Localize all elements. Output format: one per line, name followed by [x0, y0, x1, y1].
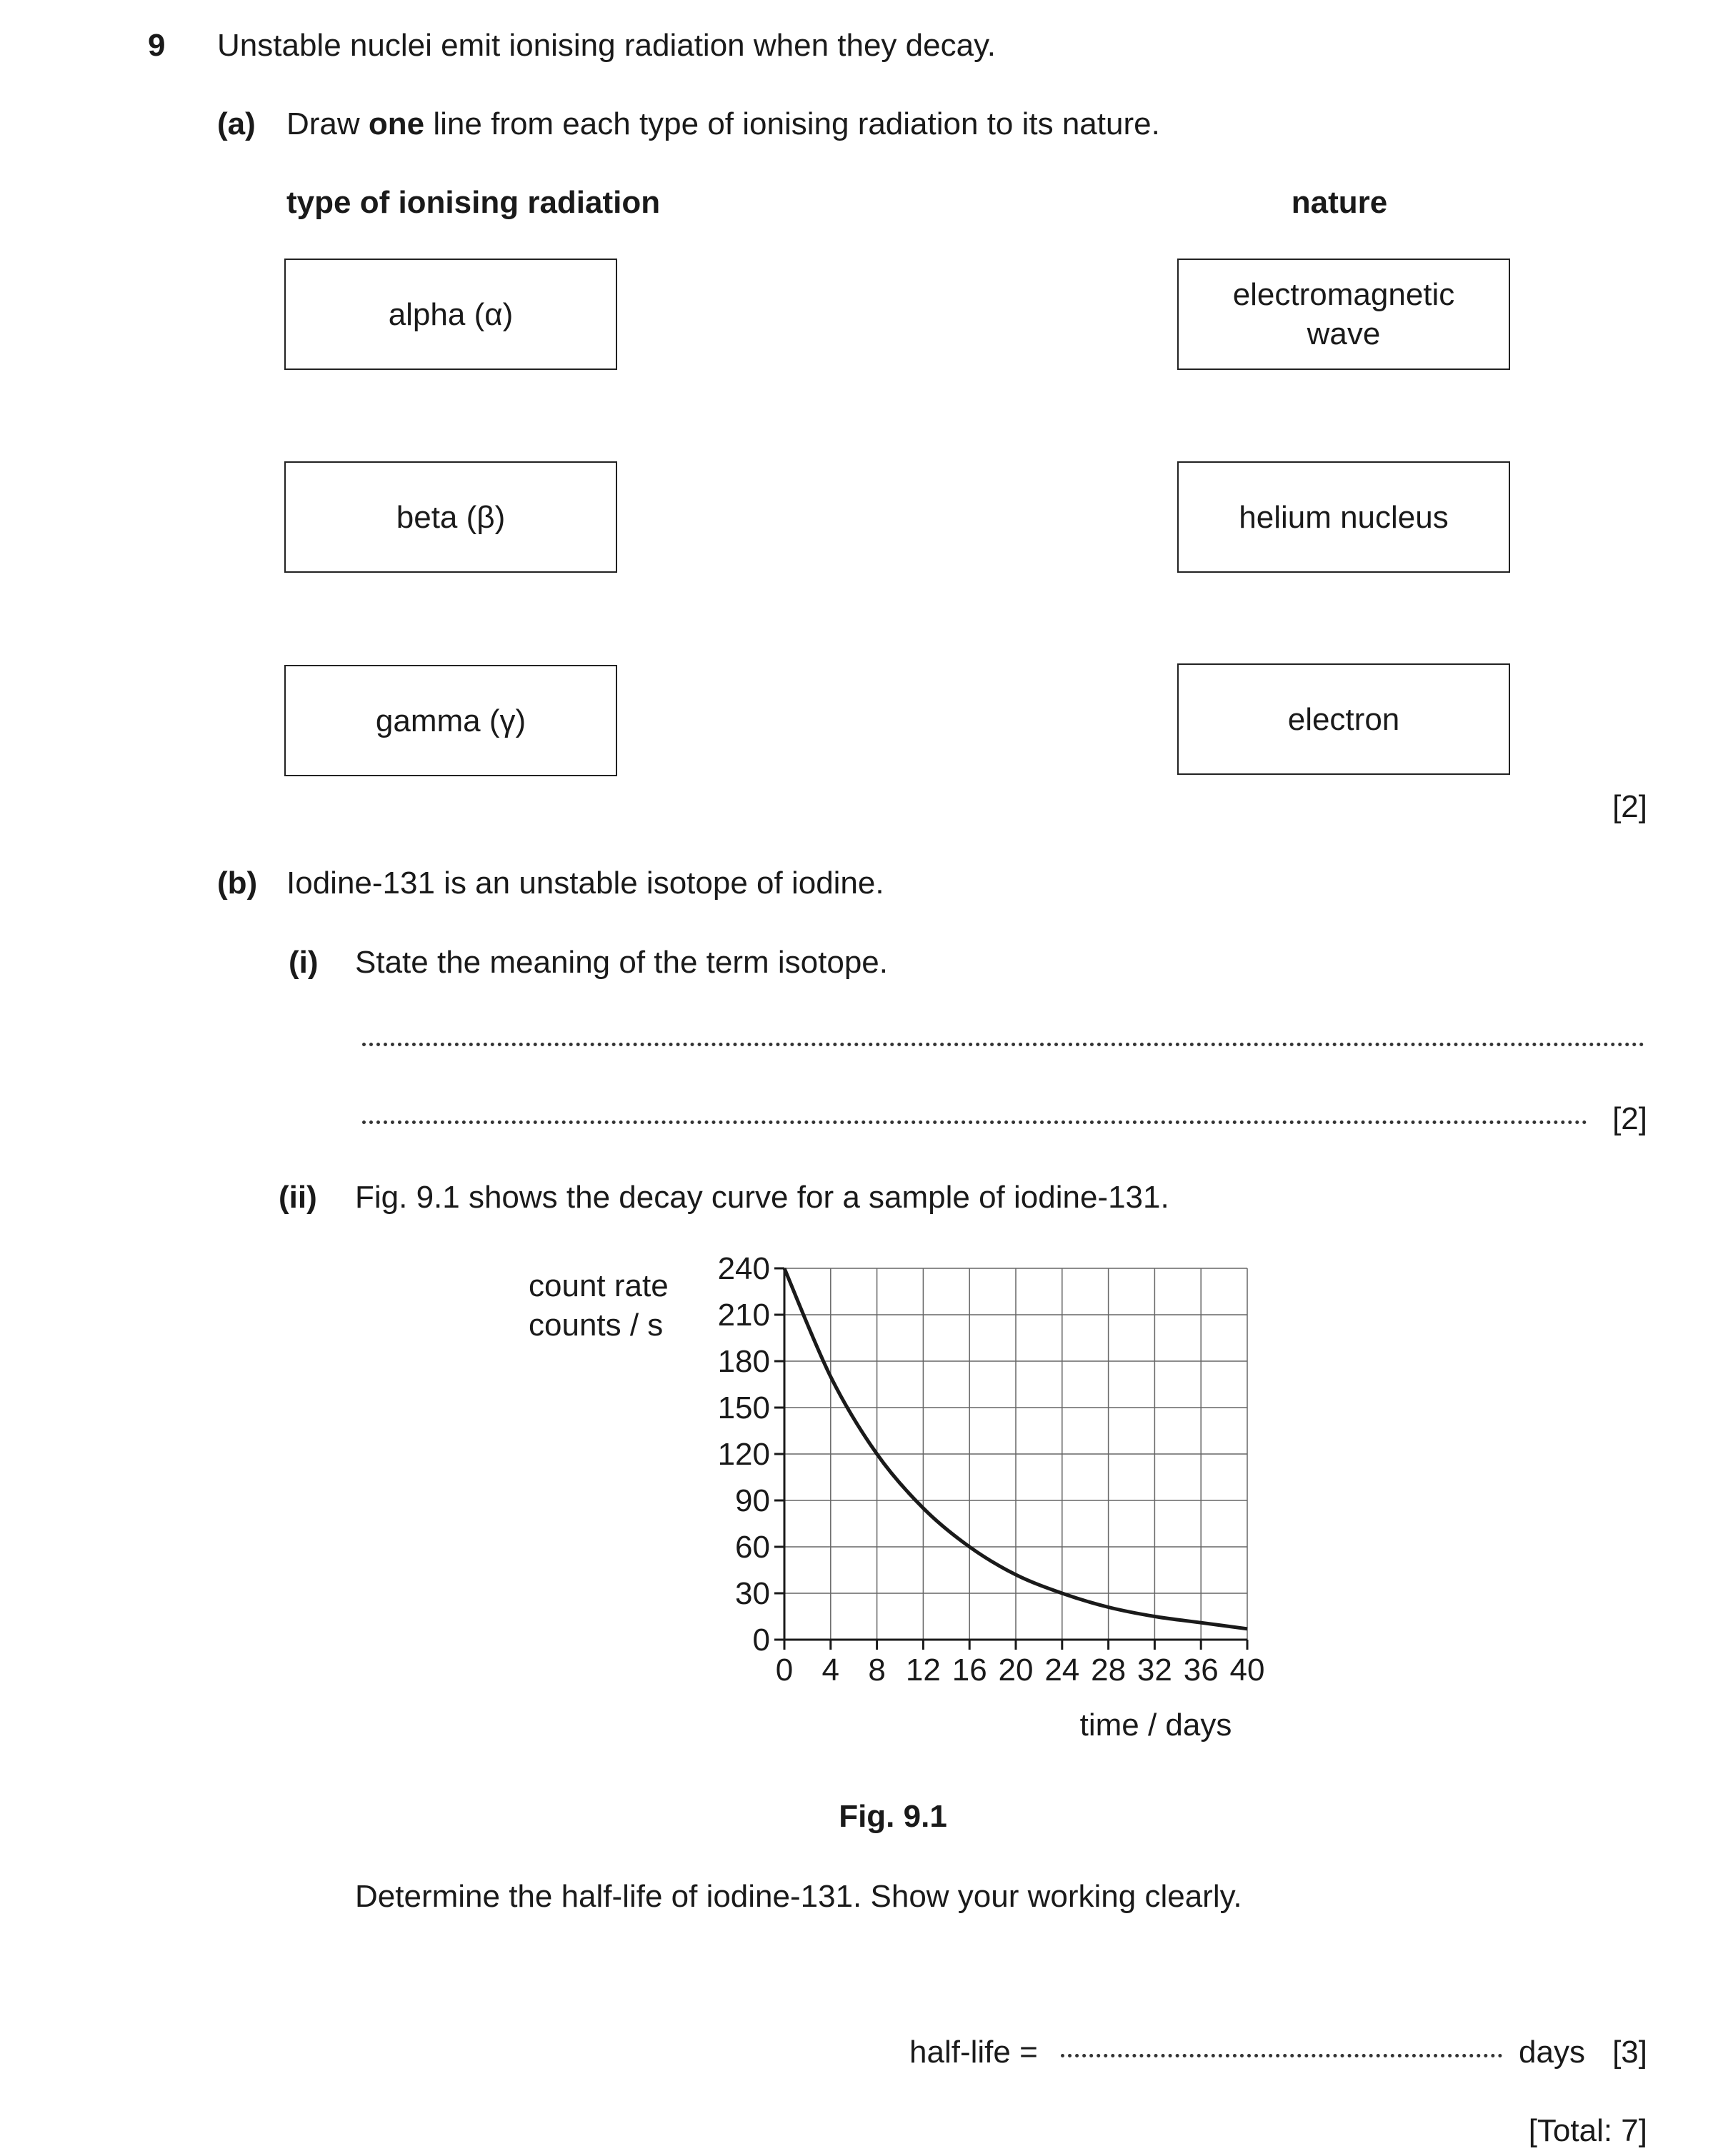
right-column-heading: nature [1291, 185, 1388, 220]
nature-label-line2: wave [1307, 316, 1381, 351]
half-life-label: half-life = [909, 2035, 1038, 2070]
x-tick-label: 8 [868, 1653, 886, 1688]
x-tick-label: 12 [905, 1653, 941, 1688]
y-tick-label: 240 [717, 1251, 770, 1286]
y-axis-label-line2: counts / s [529, 1308, 664, 1343]
x-tick-label: 24 [1044, 1653, 1080, 1688]
x-axis-label: time / days [1079, 1708, 1232, 1743]
x-tick-label: 20 [998, 1653, 1034, 1688]
part-b-ii-marks: [3] [1612, 2035, 1647, 2070]
part-b-i-question: State the meaning of the term isotope. [355, 945, 889, 980]
x-tick-label: 16 [952, 1653, 987, 1688]
nature-label-helium-nucleus: helium nucleus [1239, 499, 1449, 535]
radiation-box-alpha[interactable] [284, 259, 617, 370]
nature-box-electromagnetic-wave[interactable] [1177, 259, 1510, 370]
part-b-ii-intro: Fig. 9.1 shows the decay curve for a sample of iodine-131. [355, 1180, 1169, 1215]
radiation-label-beta: beta (β) [396, 499, 506, 535]
y-tick-label: 150 [717, 1390, 770, 1425]
part-b-label: (b) [217, 866, 258, 901]
part-a-instruction-pre: Draw [286, 106, 369, 141]
y-tick-label: 210 [717, 1298, 770, 1333]
part-a-instruction-post: line from each type of ionising radiation to its nature. [424, 106, 1160, 141]
decay-curve-chart [500, 1243, 1300, 1757]
nature-box-electron[interactable] [1177, 663, 1510, 775]
half-life-answer-line[interactable] [1061, 2054, 1502, 2057]
left-column-heading: type of ionising radiation [286, 185, 661, 220]
radiation-box-gamma[interactable] [284, 665, 617, 776]
y-axis-label-line1: count rate [529, 1268, 669, 1303]
x-tick-label: 0 [775, 1653, 794, 1688]
radiation-label-gamma: gamma (γ) [375, 703, 526, 738]
y-tick-label: 60 [735, 1530, 770, 1565]
question-stem: Unstable nuclei emit ionising radiation when they decay. [217, 28, 997, 63]
x-tick-label: 32 [1137, 1653, 1172, 1688]
answer-line-2[interactable] [362, 1120, 1587, 1124]
x-tick-label: 40 [1229, 1653, 1265, 1688]
answer-line-1[interactable] [362, 1043, 1644, 1046]
y-tick-label: 180 [717, 1344, 770, 1379]
nature-label-electron: electron [1287, 701, 1400, 737]
part-a-label: (a) [217, 106, 256, 141]
figure-caption: Fig. 9.1 [839, 1799, 947, 1834]
part-b-i-label: (i) [289, 945, 319, 980]
y-tick-label: 0 [752, 1623, 770, 1658]
part-b-stem: Iodine-131 is an unstable isotope of iodine. [286, 866, 884, 901]
y-tick-label: 30 [735, 1576, 770, 1611]
y-tick-label: 90 [735, 1483, 770, 1518]
question-number: 9 [148, 28, 166, 63]
x-tick-label: 4 [821, 1653, 840, 1688]
x-tick-label: 28 [1091, 1653, 1127, 1688]
chart-ticks [774, 1268, 1247, 1650]
question-total: [Total: 7] [1528, 2113, 1647, 2148]
part-a-instruction [286, 106, 1160, 141]
x-tick-label: 36 [1183, 1653, 1219, 1688]
part-b-i-marks: [2] [1612, 1101, 1647, 1136]
part-a-marks: [2] [1612, 789, 1647, 824]
radiation-label-alpha: alpha (α) [388, 296, 514, 332]
chart-grid [784, 1268, 1247, 1640]
part-b-ii-label: (ii) [279, 1180, 317, 1215]
y-tick-label: 120 [717, 1437, 770, 1472]
nature-label-line1: electromagnetic [1232, 277, 1455, 312]
half-life-unit: days [1519, 2035, 1585, 2070]
part-b-ii-task: Determine the half-life of iodine-131. Show your working clearly. [355, 1879, 1242, 1914]
nature-label-electromagnetic-wave [1233, 275, 1455, 354]
nature-box-helium-nucleus[interactable] [1177, 461, 1510, 573]
radiation-box-beta[interactable] [284, 461, 617, 573]
part-a-instruction-bold: one [368, 106, 425, 141]
